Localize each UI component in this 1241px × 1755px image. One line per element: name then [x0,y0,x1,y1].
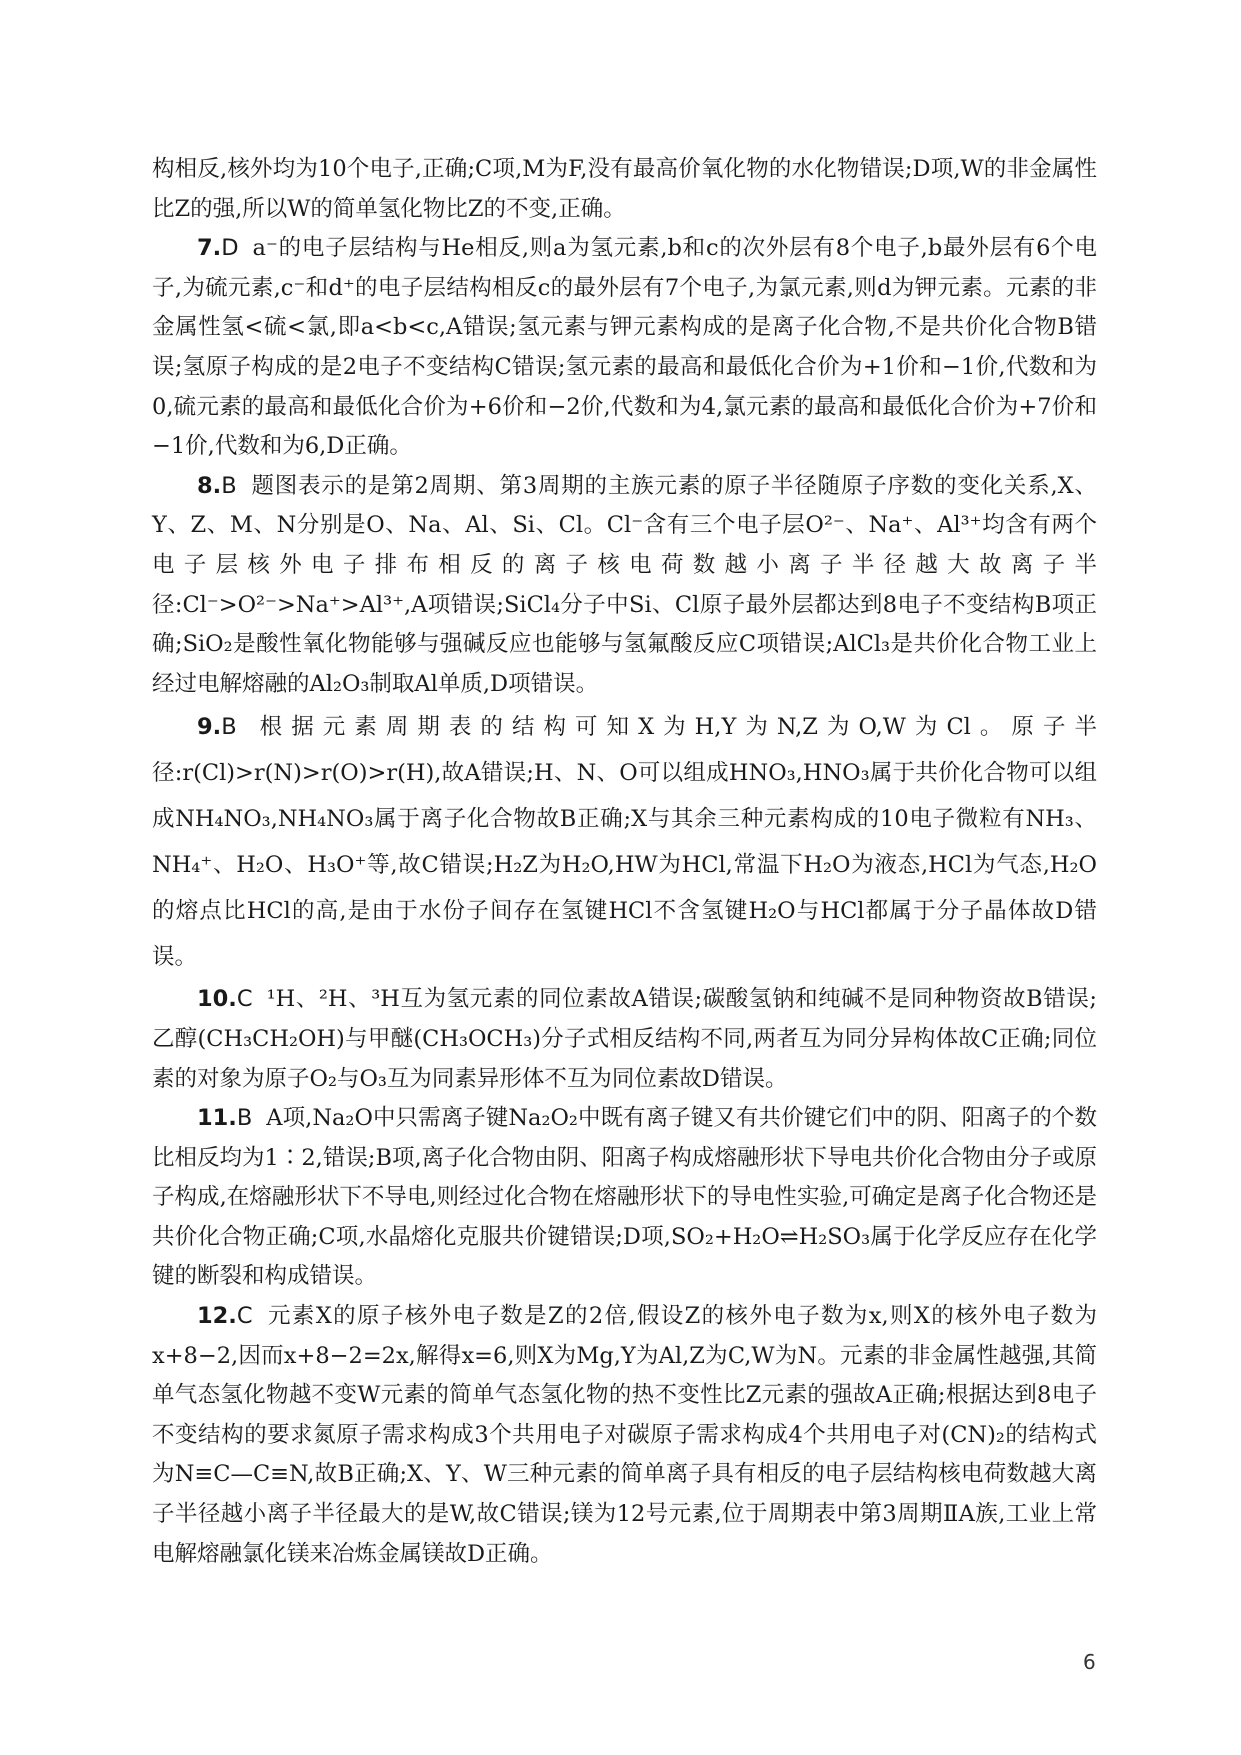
answer-choice: B [221,714,237,741]
explanation-text: 元素X的原子核外电子数是Z的2倍,假设Z的核外电子数为x,则X的核外电子数为x+8−2,因而x+8−2=2x,解得x=6,则X为Mg,Y为Al,Z为C,W为N。元素的非金属性越强,其简单气态氢化物越不变W元素的简单气态氢化物的热不变性比Z元素的强故A正确;根据达到8电子不变结构的要求氮原子需求构成3个共用电子对碳原子需求构成4个共用电子对(CN)₂的结构式为N≡C—C≡N,故B正确;X、Y、W三种元素的简单离子具有相反的电子层结构核电荷数越大离子半径越小离子半径最大的是W,故C错误;镁为12号元素,位于周期表中第3周期ⅡA族,工业上常电解熔融氯化镁来冶炼金属镁故D正确。 [152,1303,1097,1567]
answer-choice: B [221,472,237,499]
question-number: 7. [197,235,222,262]
page-number: 6 [1083,1650,1096,1674]
answer-choice: C [236,986,253,1013]
paragraph-text: 构相反,核外均为10个电子,正确;C项,M为F,没有最高价氧化物的水化物错误;D项,W的非金属性比Z的强,所以W的简单氢化物比Z的不变,正确。 [152,156,1097,222]
question-number: 12. [197,1303,237,1330]
question-number: 11. [197,1105,237,1132]
answer-item-7 [152,229,1097,467]
explanation-text: ¹H、²H、³H互为氢元素的同位素故A错误;碳酸氢钠和纯碱不是同种物资故B错误;乙醇(CH₃CH₂OH)与甲醚(CH₃OCH₃)分子式相反结构不同,两者互为同分异构体故C正确;同位素的对象为原子O₂与O₃互为同素异形体不互为同位素故D错误。 [152,986,1097,1092]
answer-choice: C [236,1303,253,1330]
answer-item-8 [152,467,1097,705]
question-number: 8. [197,472,222,499]
paragraph-continuation [152,150,1097,229]
answer-item-12 [152,1297,1097,1574]
explanation-text: A项,Na₂O中只需离子键Na₂O₂中既有离子键又有共价键它们中的阴、阳离子的个数比相反均为1∶2,错误;B项,离子化合物由阴、阳离子构成熔融形状下导电共价化合物由分子或原子构成,在熔融形状下不导电,则经过化合物在熔融形状下的导电性实验,可确定是离子化合物还是共价化合物正确;C项,水晶熔化克服共价键错误;D项,SO₂+H₂O⇌H₂SO₃属于化学反应存在化学键的断裂和构成错误。 [152,1105,1097,1290]
answer-choice: B [236,1105,253,1132]
question-number: 10. [197,986,237,1013]
answer-item-11 [152,1099,1097,1297]
answer-item-9 [152,704,1097,980]
answer-item-10 [152,980,1097,1099]
explanation-text: 题图表示的是第2周期、第3周期的主族元素的原子半径随原子序数的变化关系,X、Y、Z、M、N分别是O、Na、Al、Si、Cl。Cl⁻含有三个电子层O²⁻、Na⁺、Al³⁺均含有两个电子层核外电子排布相反的离子核电荷数越小离子半径越大故离子半径:Cl⁻>O²⁻>Na⁺>Al³⁺,A项错误;SiCl₄分子中Si、Cl原子最外层都达到8电子不变结构B项正确;SiO₂是酸性氧化物能够与强碱反应也能够与氢氟酸反应C项错误;AlCl₃是共价化合物工业上经过电解熔融的Al₂O₃制取Al单质,D项错误。 [152,472,1097,697]
question-number: 9. [197,714,222,741]
explanation-text: 根据元素周期表的结构可知X为H,Y为N,Z为O,W为Cl。原子半径:r(Cl)>r(N)>r(O)>r(H),故A错误;H、N、O可以组成HNO₃,HNO₃属于共价化合物可以组成NH₄NO₃,NH₄NO₃属于离子化合物故B正确;X与其余三种元素构成的10电子微粒有NH₃、NH₄⁺、H₂O、H₃O⁺等,故C错误;H₂Z为H₂O,HW为HCl,常温下H₂O为液态,HCl为气态,H₂O的熔点比HCl的高,是由于水份子间存在氢键HCl不含氢键H₂O与HCl都属于分子晶体故D错误。 [152,714,1097,971]
answer-choice: D [221,235,239,262]
explanation-text: a⁻的电子层结构与He相反,则a为氢元素,b和c的次外层有8个电子,b最外层有6个电子,为硫元素,c⁻和d⁺的电子层结构相反c的最外层有7个电子,为氯元素,则d为钾元素。元素的非金属性氢<硫<氯,即a<b<c,A错误;氢元素与钾元素构成的是离子化合物,不是共价化合物B错误;氢原子构成的是2电子不变结构C错误;氢元素的最高和最低化合价为+1价和−1价,代数和为0,硫元素的最高和最低化合价为+6价和−2价,代数和为4,氯元素的最高和最低化合价为+7价和−1价,代数和为6,D正确。 [152,235,1097,460]
answer-text-body [152,150,1097,1574]
